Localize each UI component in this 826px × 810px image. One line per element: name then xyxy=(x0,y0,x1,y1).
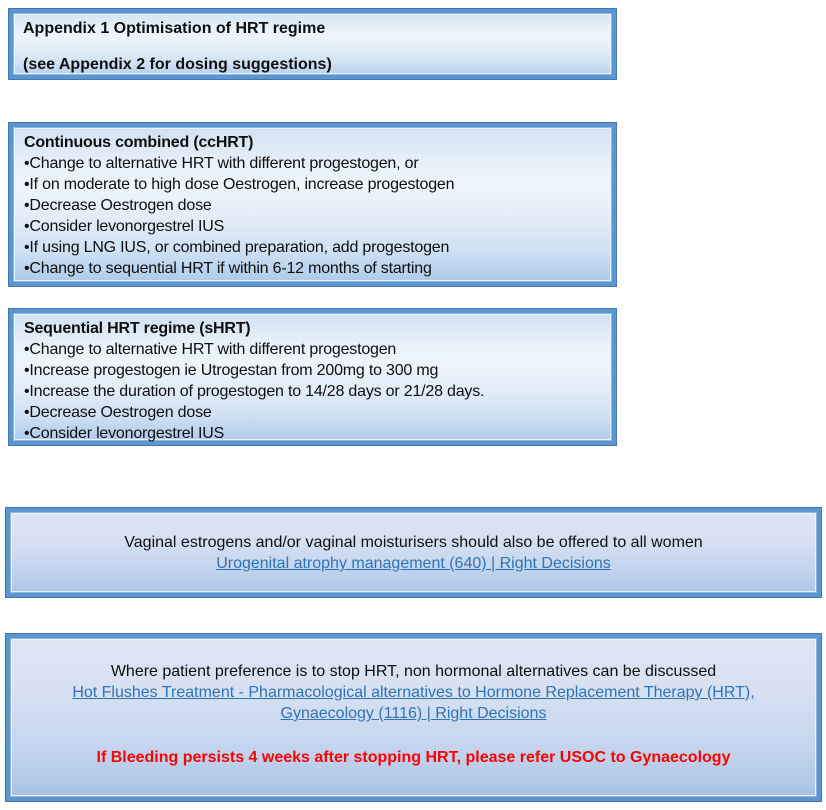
appendix-subtitle: (see Appendix 2 for dosing suggestions) xyxy=(23,56,332,73)
stop-hrt-text: Where patient preference is to stop HRT, non hormonal alternatives can be discussed xyxy=(110,663,717,680)
urogenital-atrophy-link[interactable]: Urogenital atrophy management (640) | Right Decisions xyxy=(216,555,611,572)
shrt-bullet: •Increase progestogen ie Utrogestan from 200mg to 300 mg xyxy=(24,362,439,379)
cchrt-bullet: •Decrease Oestrogen dose xyxy=(24,197,212,214)
cchrt-title: Continuous combined (ccHRT) xyxy=(24,134,254,151)
cchrt-box xyxy=(8,122,617,287)
shrt-bullet: •Increase the duration of progestogen to 14/28 days or 21/28 days. xyxy=(24,383,485,400)
cchrt-bullet: •Change to sequential HRT if within 6-12 months of starting xyxy=(24,260,432,277)
stop-hrt-box xyxy=(5,633,822,802)
shrt-box xyxy=(8,308,617,446)
cchrt-bullet: •Change to alternative HRT with different progestogen, or xyxy=(24,155,419,172)
vaginal-estrogens-text: Vaginal estrogens and/or vaginal moisturisers should also be offered to all women xyxy=(124,534,703,551)
shrt-title: Sequential HRT regime (sHRT) xyxy=(24,320,251,337)
appendix-title: Appendix 1 Optimisation of HRT regime xyxy=(23,20,326,37)
cchrt-bullet: •If using LNG IUS, or combined preparation, add progestogen xyxy=(24,239,450,256)
vaginal-estrogens-box xyxy=(5,507,822,598)
cchrt-bullet: •If on moderate to high dose Oestrogen, increase progestogen xyxy=(24,176,455,193)
shrt-bullet: •Change to alternative HRT with different progestogen xyxy=(24,341,397,358)
cchrt-bullet: •Consider levonorgestrel IUS xyxy=(24,218,225,235)
appendix-header-box xyxy=(8,8,617,80)
hot-flushes-treatment-link[interactable]: Hot Flushes Treatment - Pharmacological alternatives to Hormone Replacement Therapy (HRT), Gynaecology (1116) | Right Decisions xyxy=(72,684,755,722)
shrt-bullet: •Consider levonorgestrel IUS xyxy=(24,425,225,442)
bleeding-warning-text: If Bleeding persists 4 weeks after stopping HRT, please refer USOC to Gynaecology xyxy=(96,749,731,766)
shrt-bullet: •Decrease Oestrogen dose xyxy=(24,404,212,421)
